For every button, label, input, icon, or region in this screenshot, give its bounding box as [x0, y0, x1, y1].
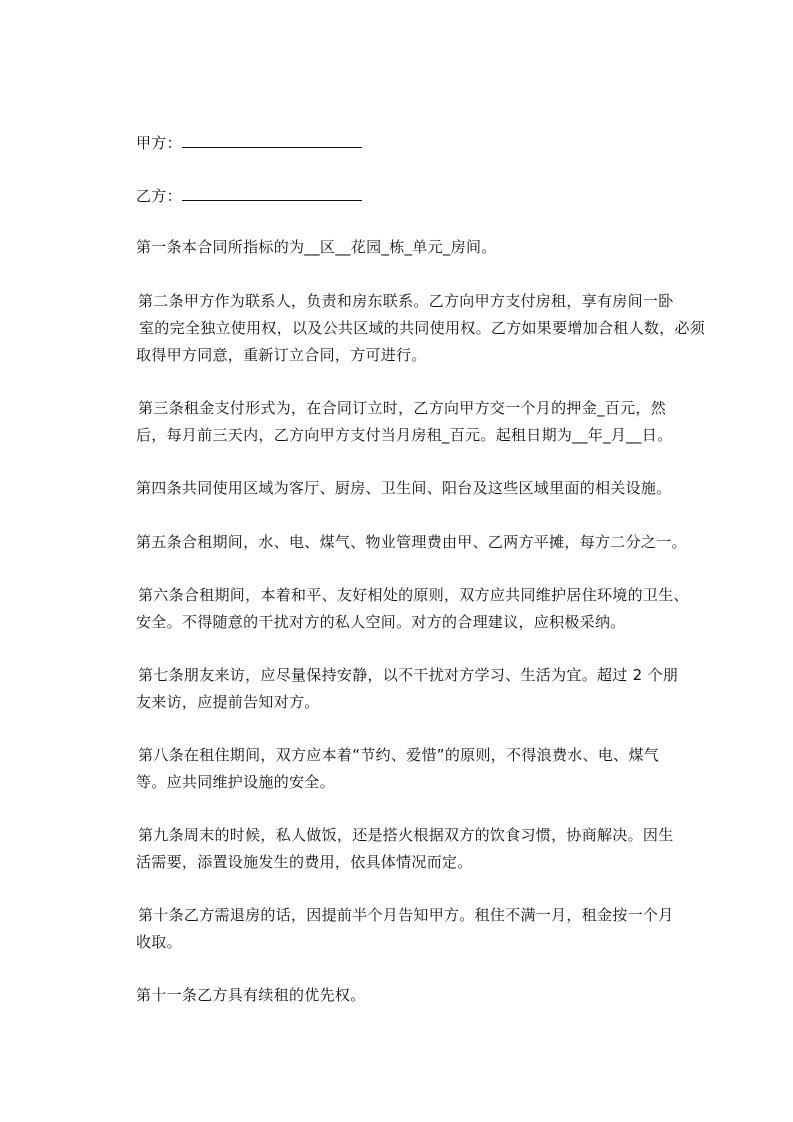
clause-7-line-1: 第七条朋友来访，应尽量保持安静，以不干扰对方学习、生活为宜。超过 2 个朋	[138, 666, 679, 684]
clause-10-line-2: 收取。	[136, 933, 182, 951]
clause-9-line-1: 第九条周末的时候，私人做饭，还是搭火根据双方的饮食习惯，协商解决。因生	[138, 826, 674, 844]
clause-9-line-2: 活需要，添置设施发生的费用，依具体情况而定。	[136, 853, 473, 871]
party-b-line	[136, 186, 362, 206]
clause-2-line-3: 取得甲方同意，重新订立合同，方可进行。	[136, 346, 427, 364]
party-a-blank	[182, 133, 362, 148]
clause-6-line-1: 第六条合租期间，本着和平、友好相处的原则，双方应共同维护居住环境的卫生、	[138, 586, 689, 604]
clause-3-line-1: 第三条租金支付形式为，在合同订立时，乙方向甲方交一个月的押金_百元，然	[138, 399, 667, 417]
clause-2-line-1: 第二条甲方作为联系人，负责和房东联系。乙方向甲方支付房租，享有房间一卧	[138, 292, 674, 310]
clause-6-line-2: 安全。不得随意的干扰对方的私人空间。对方的合理建议，应积极采纳。	[136, 613, 626, 631]
clause-11-line-1: 第十一条乙方具有续租的优先权。	[136, 986, 366, 1004]
party-a-label: 甲方：	[136, 134, 182, 152]
party-a-line	[136, 133, 362, 153]
clause-4-line-1: 第四条共同使用区域为客厅、厨房、卫生间、阳台及这些区域里面的相关设施。	[136, 479, 672, 497]
clause-8-line-1: 第八条在租住期间，双方应本着“节约、爱惜”的原则，不得浪费水、电、煤气	[138, 746, 660, 764]
clause-8-line-2: 等。应共同维护设施的安全。	[136, 773, 335, 791]
clause-7-line-2: 友来访，应提前告知对方。	[136, 693, 320, 711]
clause-10-line-1: 第十条乙方需退房的话，因提前半个月告知甲方。租住不满一月，租金按一个月	[138, 906, 674, 924]
clause-3-line-2: 后，每月前三天内，乙方向甲方支付当月房租_百元。起租日期为__年_月__日。	[136, 426, 673, 444]
clause-2-line-2: 室的完全独立使用权，以及公共区域的共同使用权。乙方如果要增加合租人数，必须	[139, 319, 706, 337]
party-b-label: 乙方：	[136, 187, 182, 205]
party-b-blank	[182, 186, 362, 201]
clause-5-line-1: 第五条合租期间，水、电、煤气、物业管理费由甲、乙两方平摊，每方二分之一。	[136, 533, 687, 551]
clause-1-line-1: 第一条本合同所指标的为__区__花园_栋_单元_房间。	[136, 238, 497, 256]
